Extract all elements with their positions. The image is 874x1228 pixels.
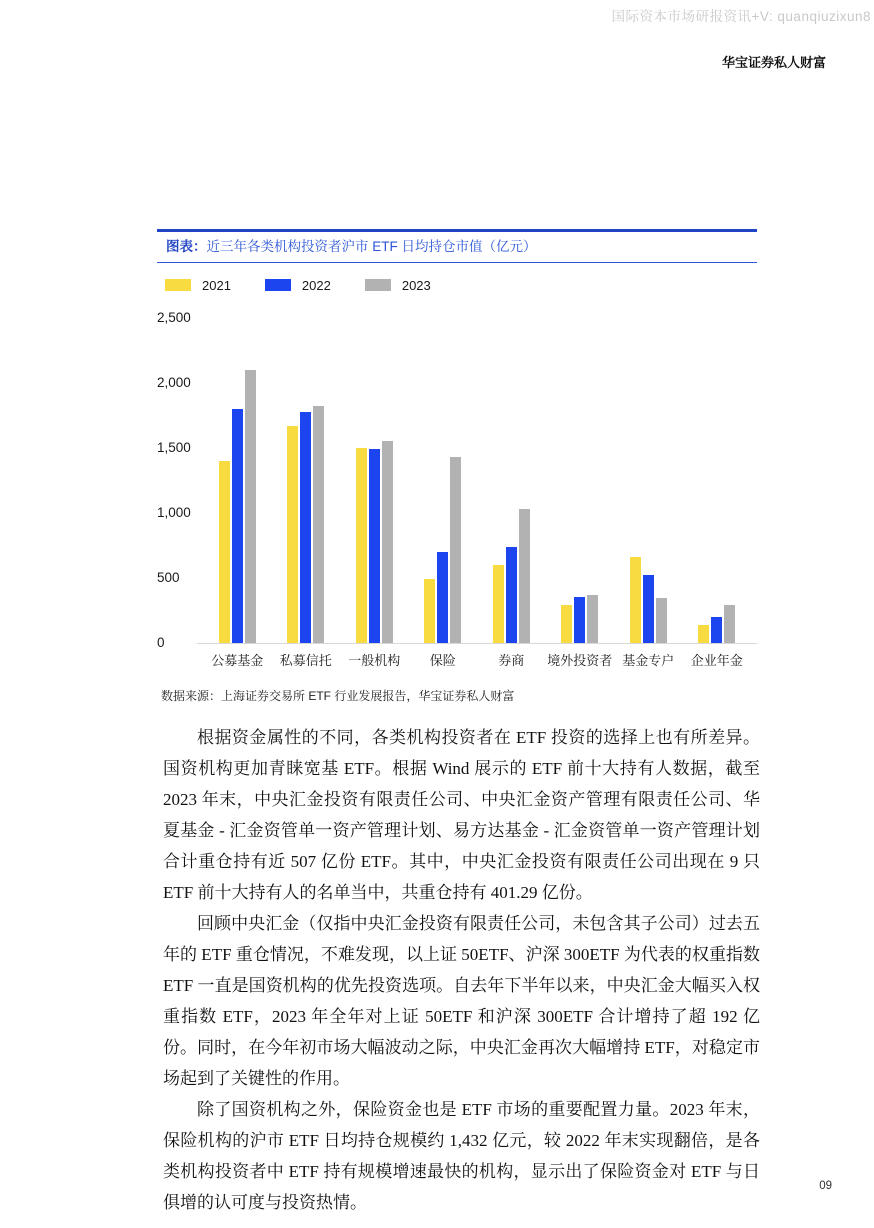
paragraph: 除了国资机构之外，保险资金也是 ETF 市场的重要配置力量。2023 年末，保险机构的沪市 ETF 日均持仓规模约 1,432 亿元，较 2022 年末实现翻倍，是各类机构投资者中 ETF 持有规模增速最快的机构，显示出了保险资金对 ETF 与日俱增的认可度与投资热情。	[163, 1100, 760, 1212]
body-text	[163, 722, 760, 1218]
page-number: 09	[819, 1180, 832, 1192]
bar-group-券商	[477, 318, 546, 643]
chart-legend	[165, 278, 757, 292]
paragraph: 根据资金属性的不同，各类机构投资者在 ETF 投资的选择上也有所差异。国资机构更加青睐宽基 ETF。根据 Wind 展示的 ETF 前十大持有人数据，截至 2023 年末，中央汇金投资有限责任公司、中央汇金资产管理有限责任公司、华夏基金 - 汇金资管单一资产管理计划、易方达基金 - 汇金资管单一资产管理计划合计重仓持有近 507 亿份 ETF。其中，中央汇金投资有限责任公司出现在 9 只 ETF 前十大持有人的名单当中，共重仓持有 401.29 亿份。	[163, 728, 760, 902]
bar-group-企业年金	[683, 318, 752, 643]
bar-2022-私募信托	[300, 412, 311, 643]
legend-item-2022	[265, 278, 331, 293]
x-axis-label: 公募基金	[211, 653, 264, 668]
bar-2023-基金专户	[656, 598, 667, 643]
legend-swatch-2021	[165, 279, 191, 291]
bar-2023-公募基金	[245, 370, 256, 643]
bar-2022-境外投资者	[574, 597, 585, 643]
watermark-text: 国际资本市场研报资讯+V: quanqiuzixun8	[611, 9, 871, 24]
x-axis-label: 保险	[429, 653, 456, 668]
bar-2023-境外投资者	[587, 595, 598, 643]
chart-section	[157, 229, 757, 704]
chart-title-bar	[157, 229, 757, 263]
x-axis-labels	[203, 650, 751, 669]
y-axis-tick-label: 1,000	[157, 505, 191, 520]
chart-source: 数据来源：上海证券交易所 ETF 行业发展报告，华宝证券私人财富	[161, 689, 515, 703]
x-axis-label: 券商	[498, 653, 525, 668]
bar-2021-一般机构	[356, 448, 367, 643]
legend-swatch-2022	[265, 279, 291, 291]
x-axis-label: 基金专户	[622, 653, 675, 668]
bar-2023-券商	[519, 509, 530, 643]
bar-2022-券商	[506, 547, 517, 643]
x-axis-label: 一般机构	[348, 653, 401, 668]
bar-2022-企业年金	[711, 617, 722, 643]
y-axis-tick-label: 2,000	[157, 375, 191, 390]
legend-label: 2021	[202, 277, 231, 293]
bar-2021-企业年金	[698, 625, 709, 643]
bar-2022-公募基金	[232, 409, 243, 643]
bar-2022-保险	[437, 552, 448, 643]
paragraph: 回顾中央汇金（仅指中央汇金投资有限责任公司，未包含其子公司）过去五年的 ETF 重仓情况，不难发现，以上证 50ETF、沪深 300ETF 为代表的权重指数 ETF 一直是国资机构的优先投资选项。自去年下半年以来，中央汇金大幅买入权重指数 ETF，2023 年全年对上证 50ETF 和沪深 300ETF 合计增持了超 192 亿份。同时，在今年初市场大幅波动之际，中央汇金再次大幅增持 ETF，对稳定市场起到了关键性的作用。	[163, 914, 760, 1088]
brand-header: 华宝证券私人财富	[721, 55, 826, 70]
legend-item-2023	[365, 278, 431, 293]
bar-group-私募信托	[272, 318, 341, 643]
bar-2023-保险	[450, 457, 461, 643]
bar-2022-基金专户	[643, 575, 654, 643]
bar-2022-一般机构	[369, 449, 380, 643]
y-axis-tick-label: 2,500	[157, 310, 191, 325]
bar-2023-企业年金	[724, 605, 735, 643]
chart-title: 近三年各类机构投资者沪市 ETF 日均持仓市值（亿元）	[206, 239, 537, 254]
bar-2021-境外投资者	[561, 605, 572, 643]
x-axis-label: 私募信托	[279, 653, 332, 668]
x-axis-label: 境外投资者	[547, 653, 613, 668]
bar-2021-基金专户	[630, 557, 641, 643]
bar-group-境外投资者	[546, 318, 615, 643]
y-axis-tick-label: 0	[157, 635, 165, 650]
legend-label: 2022	[301, 277, 331, 293]
bar-2021-券商	[493, 565, 504, 643]
bar-2023-私募信托	[313, 406, 324, 643]
y-axis-tick-label: 500	[157, 570, 180, 585]
x-axis-label: 企业年金	[690, 653, 743, 668]
x-axis-line	[197, 643, 757, 644]
bar-group-公募基金	[203, 318, 272, 643]
bar-group-保险	[409, 318, 478, 643]
bar-chart	[157, 301, 757, 677]
legend-item-2021	[165, 278, 231, 293]
bar-2021-私募信托	[287, 426, 298, 643]
bar-group-基金专户	[614, 318, 683, 643]
bar-group-一般机构	[340, 318, 409, 643]
bars-area	[203, 318, 751, 643]
bar-2021-保险	[424, 579, 435, 643]
legend-swatch-2023	[365, 279, 391, 291]
bar-2023-一般机构	[382, 441, 393, 643]
chart-title-prefix: 图表：	[166, 239, 207, 254]
legend-label: 2023	[401, 277, 431, 293]
bar-2021-公募基金	[219, 461, 230, 643]
y-axis-tick-label: 1,500	[157, 440, 191, 455]
